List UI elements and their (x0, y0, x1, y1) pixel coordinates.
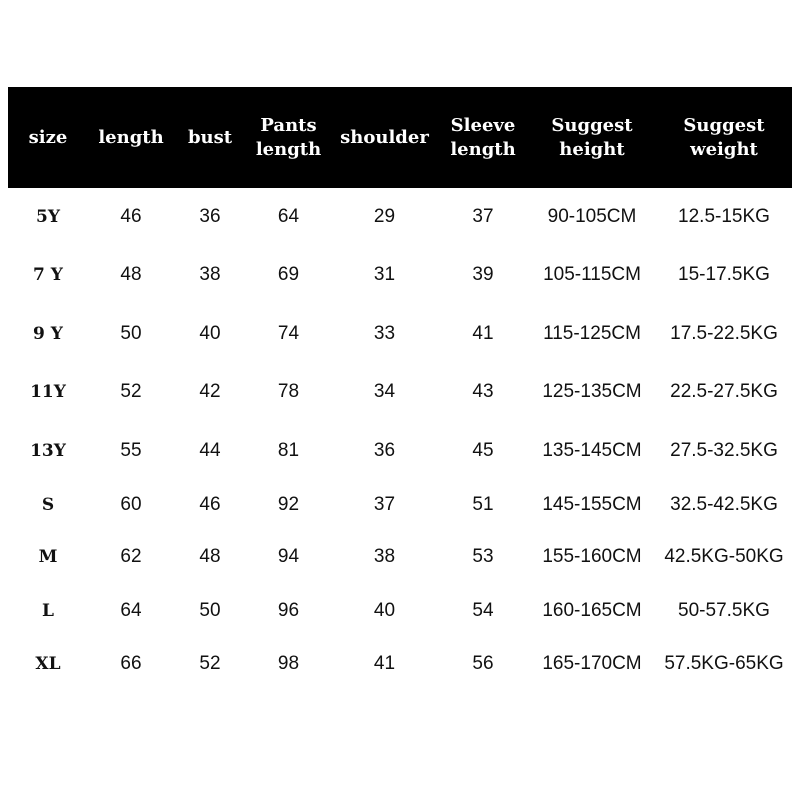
bust-cell: 50 (199, 600, 221, 621)
length-cell: 55 (120, 440, 142, 461)
sleeve-length-cell: 37 (472, 206, 494, 227)
suggest-weight-cell: 32.5-42.5KG (670, 494, 778, 515)
sleeve-length-cell: 43 (472, 381, 494, 402)
suggest-height-cell: 135-145CM (542, 440, 642, 461)
pants-length-cell: 81 (277, 440, 300, 461)
pants-length-cell: 64 (277, 206, 300, 227)
sleeve-length-cell: 45 (472, 440, 494, 461)
shoulder-cell: 38 (373, 546, 396, 567)
suggest-height-cell: 115-125CM (543, 323, 641, 344)
suggest-weight-cell: 42.5KG-50KG (664, 546, 784, 567)
header-size: size (28, 126, 68, 148)
header-suggest-weight: Suggest weight (683, 114, 765, 160)
bust-cell: 44 (199, 440, 221, 461)
suggest-height-cell: 145-155CM (542, 494, 642, 515)
header-sleeve-length: Sleeve length (450, 114, 516, 160)
pants-length-cell: 69 (277, 264, 300, 285)
size-cell: 7 Y (33, 265, 63, 285)
length-cell: 62 (120, 546, 142, 567)
sleeve-length-cell: 41 (472, 323, 494, 344)
shoulder-cell: 31 (373, 264, 396, 285)
size-cell: 5Y (36, 207, 60, 227)
bust-cell: 48 (199, 546, 221, 567)
suggest-height-cell: 105-115CM (543, 264, 641, 285)
header-bust: bust (187, 126, 233, 148)
pants-length-cell: 74 (277, 323, 300, 344)
sleeve-length-cell: 39 (472, 264, 494, 285)
table-row (8, 197, 792, 237)
size-cell: 13Y (30, 441, 66, 461)
shoulder-cell: 34 (373, 381, 396, 402)
suggest-weight-cell: 12.5-15KG (678, 206, 770, 227)
length-cell: 46 (120, 206, 142, 227)
length-cell: 52 (120, 381, 142, 402)
shoulder-cell: 33 (373, 323, 396, 344)
suggest-weight-cell: 17.5-22.5KG (670, 323, 778, 344)
suggest-weight-cell: 27.5-32.5KG (670, 440, 778, 461)
sleeve-length-cell: 51 (472, 494, 494, 515)
shoulder-cell: 36 (373, 440, 396, 461)
length-cell: 50 (120, 323, 142, 344)
table-row (8, 644, 792, 684)
shoulder-cell: 29 (373, 206, 396, 227)
pants-length-cell: 78 (277, 381, 300, 402)
length-cell: 60 (120, 494, 142, 515)
sleeve-length-cell: 53 (472, 546, 494, 567)
length-cell: 48 (120, 264, 142, 285)
table-row (8, 372, 792, 412)
suggest-height-cell: 125-135CM (542, 381, 642, 402)
shoulder-cell: 40 (373, 600, 396, 621)
suggest-height-cell: 165-170CM (542, 653, 642, 674)
suggest-weight-cell: 57.5KG-65KG (664, 653, 784, 674)
header-suggest-height: Suggest height (551, 114, 633, 160)
bust-cell: 40 (199, 323, 221, 344)
bust-cell: 36 (199, 206, 221, 227)
bust-cell: 42 (199, 381, 221, 402)
length-cell: 64 (120, 600, 142, 621)
sleeve-length-cell: 56 (472, 653, 494, 674)
suggest-weight-cell: 15-17.5KG (678, 264, 770, 285)
suggest-weight-cell: 50-57.5KG (678, 600, 770, 621)
size-chart-header (8, 87, 792, 188)
header-length: length (98, 126, 164, 148)
length-cell: 66 (120, 653, 142, 674)
size-cell: S (41, 495, 55, 515)
table-row (8, 255, 792, 295)
pants-length-cell: 98 (277, 653, 300, 674)
pants-length-cell: 94 (277, 546, 300, 567)
bust-cell: 52 (199, 653, 221, 674)
shoulder-cell: 37 (373, 494, 396, 515)
suggest-height-cell: 90-105CM (547, 206, 637, 227)
table-row (8, 537, 792, 577)
table-row (8, 314, 792, 354)
table-row (8, 591, 792, 631)
size-cell: L (42, 601, 54, 621)
bust-cell: 38 (199, 264, 221, 285)
suggest-weight-cell: 22.5-27.5KG (670, 381, 778, 402)
size-cell: M (38, 547, 58, 567)
suggest-height-cell: 155-160CM (542, 546, 642, 567)
table-row (8, 431, 792, 471)
size-cell: 11Y (30, 382, 66, 402)
shoulder-cell: 41 (373, 653, 396, 674)
pants-length-cell: 96 (277, 600, 300, 621)
table-row (8, 485, 792, 525)
size-cell: 9 Y (33, 324, 63, 344)
header-shoulder: shoulder (340, 126, 429, 148)
sleeve-length-cell: 54 (472, 600, 494, 621)
bust-cell: 46 (199, 494, 221, 515)
size-cell: XL (35, 654, 61, 674)
header-pants-length: Pants length (255, 114, 322, 160)
pants-length-cell: 92 (277, 494, 300, 515)
suggest-height-cell: 160-165CM (542, 600, 642, 621)
